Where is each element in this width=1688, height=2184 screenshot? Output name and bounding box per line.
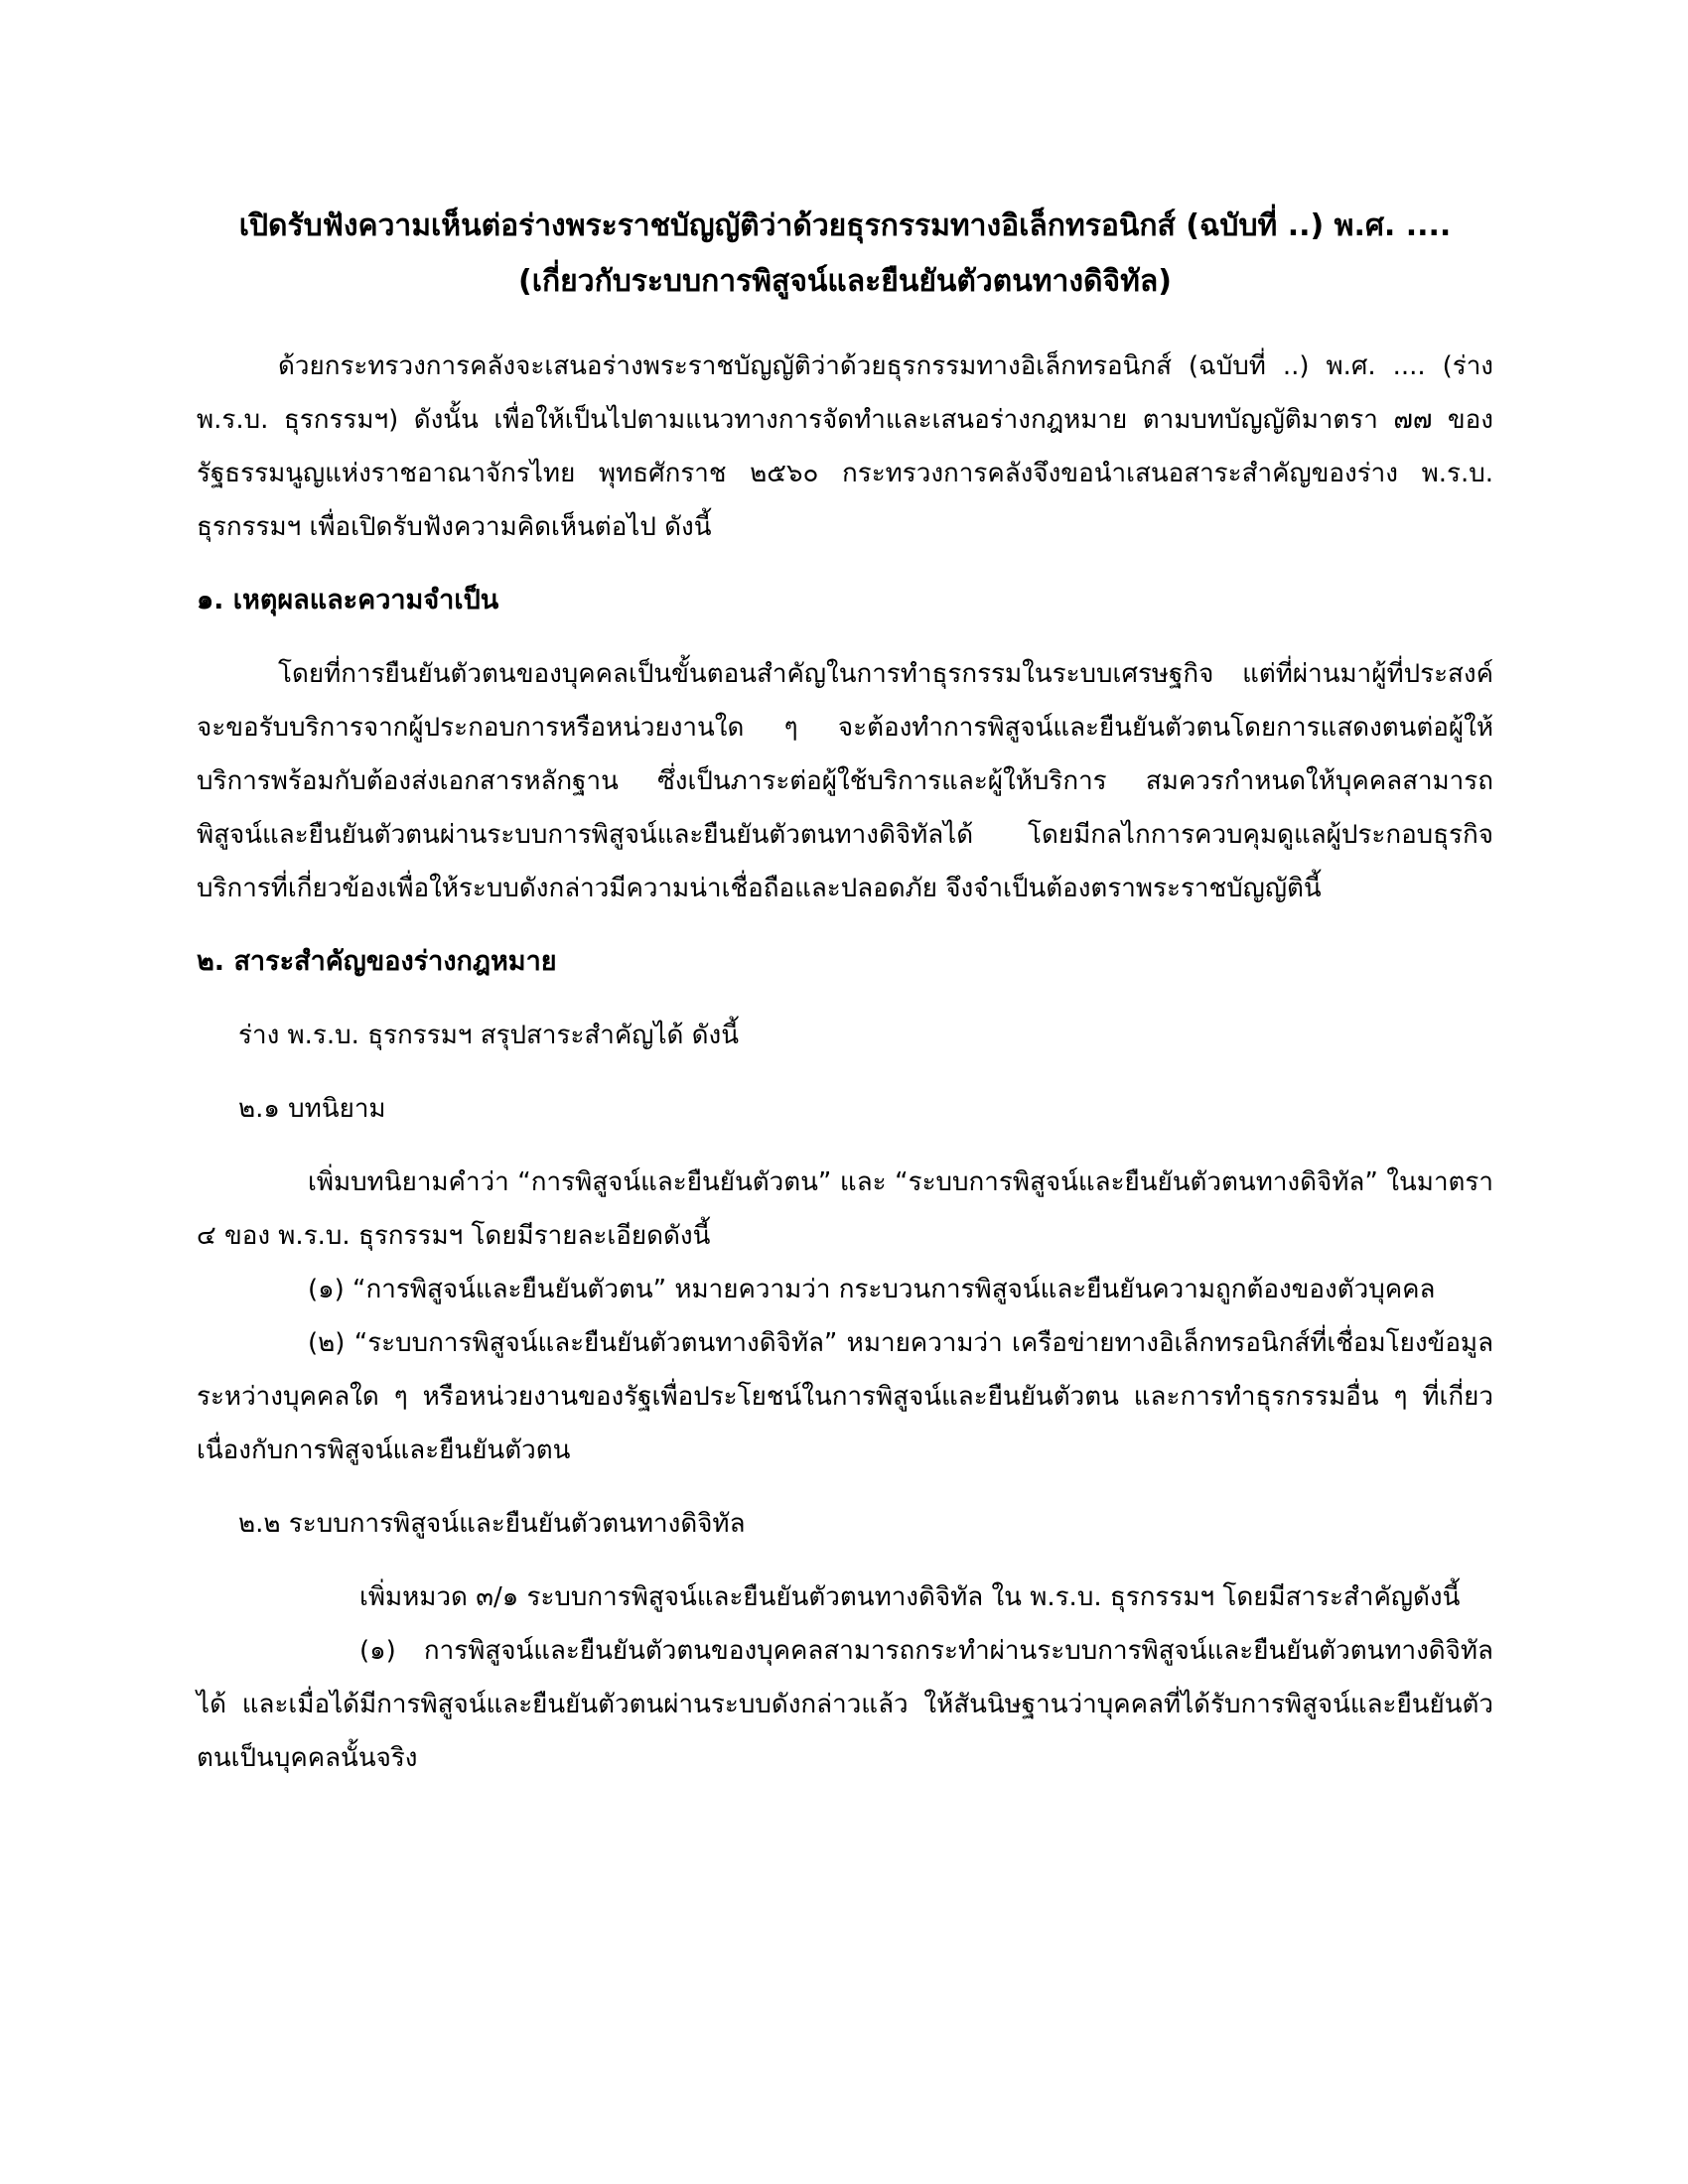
section-1-body: โดยที่การยืนยันตัวตนของบุคคลเป็นขั้นตอนสำคัญในการทำธุรกรรมในระบบเศรษฐกิจ แต่ที่ผ่านมาผู้ที่ประสงค์จะขอรับบริการจากผู้ประกอบการหรือหน่วยงานใด ๆ จะต้องทำการพิสูจน์และยืนยันตัวตนโดยการแสดงตนต่อผู้ให้บริการพร้อมกับต้องส่งเอกสารหลักฐาน ซึ่งเป็นภาระต่อผู้ใช้บริการและผู้ให้บริการ สมควรกำหนดให้บุคคลสามารถพิสูจน์และยืนยันตัวตนผ่านระบบการพิสูจน์และยืนยันตัวตนทางดิจิทัลได้ โดยมีกลไกการควบคุมดูแลผู้ประกอบธุรกิจบริการที่เกี่ยวข้องเพื่อให้ระบบดังกล่าวมีความน่าเชื่อถือและปลอดภัย จึงจำเป็นต้องตราพระราชบัญญัตินี้ bbox=[197, 659, 1493, 903]
title-line-1: เปิดรับฟังความเห็นต่อร่างพระราชบัญญัติว่าด้วยธุรกรรมทางอิเล็กทรอนิกส์ (ฉบับที่ ..) พ.ศ. .... bbox=[238, 208, 1452, 243]
section-1-heading: ๑. เหตุผลและความจำเป็น bbox=[197, 585, 499, 615]
document-page bbox=[197, 199, 1493, 1785]
subsection-2-1-heading: ๒.๑ บทนิยาม bbox=[238, 1094, 386, 1124]
definition-item-1: (๑) “การพิสูจน์และยืนยันตัวตน” หมายความว่า กระบวนการพิสูจน์และยืนยันความถูกต้องของตัวบุคคล bbox=[308, 1275, 1436, 1304]
intro-paragraph: ด้วยกระทรวงการคลังจะเสนอร่างพระราชบัญญัติว่าด้วยธุรกรรมทางอิเล็กทรอนิกส์ (ฉบับที่ ..) พ.ศ. .... (ร่าง พ.ร.บ. ธุรกรรมฯ) ดังนั้น เพื่อให้เป็นไปตามแนวทางการจัดทำและเสนอร่างกฎหมาย ตามบทบัญญัติมาตรา ๗๗ ของรัฐธรรมนูญแห่งราชอาณาจักรไทย พุทธศักราช ๒๕๖๐ กระทรวงการคลังจึงขอนำเสนอสาระสำคัญของร่าง พ.ร.บ. ธุรกรรมฯ เพื่อเปิดรับฟังความคิดเห็นต่อไป ดังนี้ bbox=[197, 351, 1493, 542]
section-2-summary: ร่าง พ.ร.บ. ธุรกรรมฯ สรุปสาระสำคัญได้ ดังนี้ bbox=[238, 1021, 740, 1050]
digital-id-item-1: (๑) การพิสูจน์และยืนยันตัวตนของบุคคลสามารถกระทำผ่านระบบการพิสูจน์และยืนยันตัวตนทางดิจิทัลได้ และเมื่อได้มีการพิสูจน์และยืนยันตัวตนผ่านระบบดังกล่าวแล้ว ให้สันนิษฐานว่าบุคคลที่ได้รับการพิสูจน์และยืนยันตัวตนเป็นบุคคลนั้นจริง bbox=[197, 1636, 1493, 1773]
title-line-2: (เกี่ยวกับระบบการพิสูจน์และยืนยันตัวตนทางดิจิทัล) bbox=[518, 264, 1172, 299]
definition-item-2: (๒) “ระบบการพิสูจน์และยืนยันตัวตนทางดิจิทัล” หมายความว่า เครือข่ายทางอิเล็กทรอนิกส์ที่เชื่อมโยงข้อมูลระหว่างบุคคลใด ๆ หรือหน่วยงานของรัฐเพื่อประโยชน์ในการพิสูจน์และยืนยันตัวตน และการทำธุรกรรมอื่น ๆ ที่เกี่ยวเนื่องกับการพิสูจน์และยืนยันตัวตน bbox=[197, 1328, 1493, 1465]
subsection-2-2-body: เพิ่มหมวด ๓/๑ ระบบการพิสูจน์และยืนยันตัวตนทางดิจิทัล ใน พ.ร.บ. ธุรกรรมฯ โดยมีสาระสำคัญดังนี้ bbox=[359, 1582, 1461, 1612]
section-2-heading: ๒. สาระสำคัญของร่างกฎหมาย bbox=[197, 946, 557, 977]
subsection-2-2-heading: ๒.๒ ระบบการพิสูจน์และยืนยันตัวตนทางดิจิทัล bbox=[238, 1509, 746, 1539]
subsection-2-1-body: เพิ่มบทนิยามคำว่า “การพิสูจน์และยืนยันตัวตน” และ “ระบบการพิสูจน์และยืนยันตัวตนทางดิจิทัล” ในมาตรา ๔ ของ พ.ร.บ. ธุรกรรมฯ โดยมีรายละเอียดดังนี้ bbox=[197, 1167, 1493, 1251]
document-title bbox=[197, 199, 1493, 310]
